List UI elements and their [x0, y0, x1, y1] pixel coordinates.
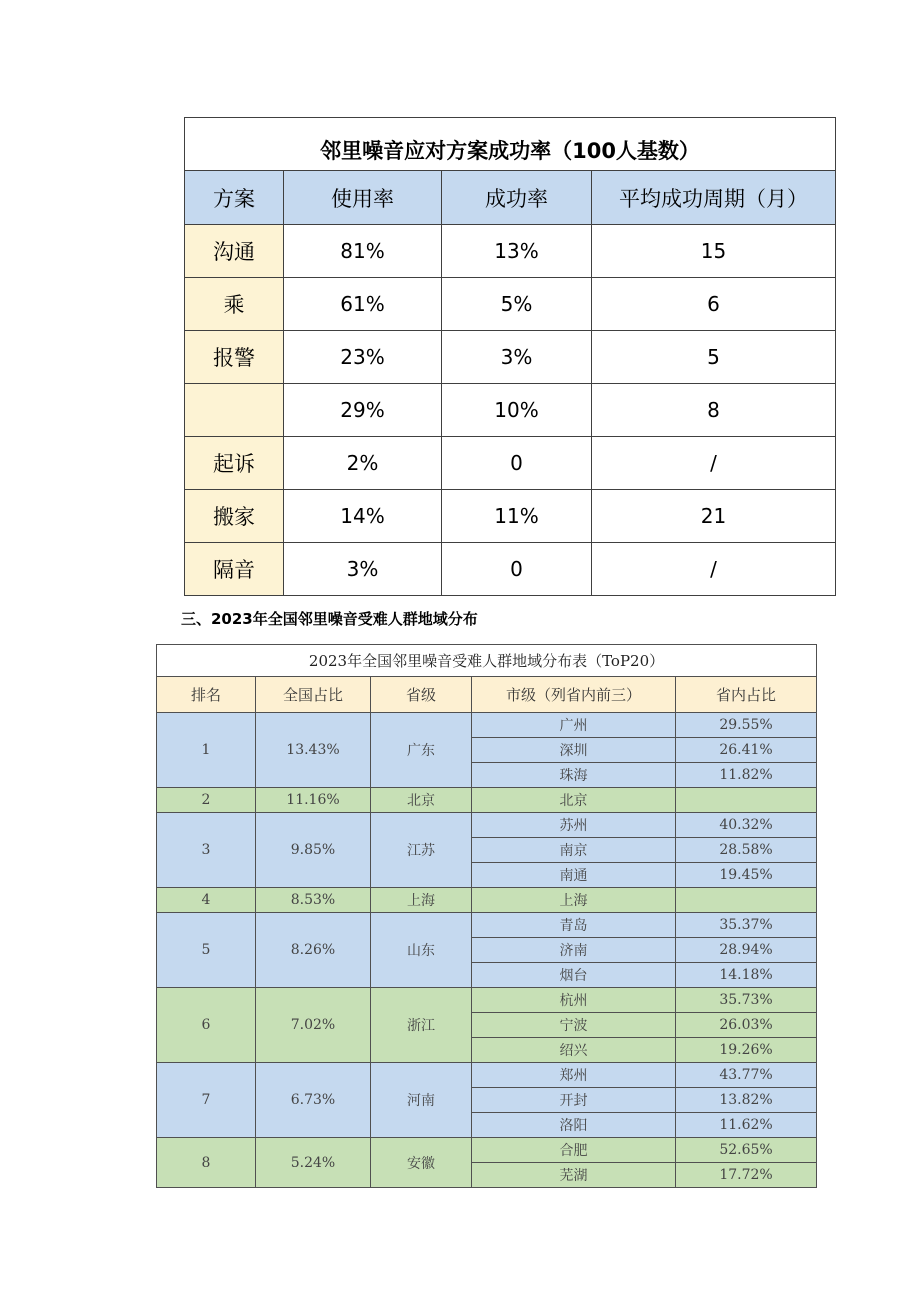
data-cell: 21 — [592, 490, 836, 543]
province-cell: 山东 — [371, 913, 472, 988]
national-share-cell: 11.16% — [256, 788, 371, 813]
province-cell: 安徽 — [371, 1138, 472, 1188]
region-distribution-table — [156, 644, 817, 1188]
data-cell: / — [592, 543, 836, 596]
province-cell: 北京 — [371, 788, 472, 813]
city-cell: 绍兴 — [472, 1038, 676, 1063]
data-cell: 23% — [284, 331, 442, 384]
city-cell: 广州 — [472, 713, 676, 738]
data-cell: 2% — [284, 437, 442, 490]
province-share-cell — [676, 788, 817, 813]
header-cell: 省级 — [371, 677, 472, 713]
table-row — [157, 988, 817, 1013]
section-heading: 三、2023年全国邻里噪音受难人群地域分布 — [181, 610, 478, 628]
data-cell: 5 — [592, 331, 836, 384]
header-cell: 排名 — [157, 677, 256, 713]
data-cell: 3% — [442, 331, 592, 384]
table-row — [157, 813, 817, 838]
data-cell: 10% — [442, 384, 592, 437]
rank-cell: 4 — [157, 888, 256, 913]
header-cell: 方案 — [185, 171, 284, 225]
province-share-cell — [676, 888, 817, 913]
province-share-cell: 52.65% — [676, 1138, 817, 1163]
province-share-cell: 35.37% — [676, 913, 817, 938]
solution-name-cell: 报警 — [185, 331, 284, 384]
city-cell: 珠海 — [472, 763, 676, 788]
header-cell: 成功率 — [442, 171, 592, 225]
province-share-cell: 26.03% — [676, 1013, 817, 1038]
region-distribution-table-title: 2023年全国邻里噪音受难人群地域分布表（ToP20） — [157, 645, 817, 677]
table-row — [185, 490, 836, 543]
table-row — [185, 543, 836, 596]
city-cell: 宁波 — [472, 1013, 676, 1038]
national-share-cell: 5.24% — [256, 1138, 371, 1188]
data-cell: 29% — [284, 384, 442, 437]
solution-name-cell: 沟通 — [185, 225, 284, 278]
header-cell: 市级（列省内前三） — [472, 677, 676, 713]
province-share-cell: 26.41% — [676, 738, 817, 763]
data-cell: 8 — [592, 384, 836, 437]
table-row — [185, 331, 836, 384]
table-row — [157, 888, 817, 913]
city-cell: 烟台 — [472, 963, 676, 988]
city-cell: 苏州 — [472, 813, 676, 838]
city-cell: 南通 — [472, 863, 676, 888]
data-cell: 5% — [442, 278, 592, 331]
city-cell: 郑州 — [472, 1063, 676, 1088]
solution-name-cell: 搬家 — [185, 490, 284, 543]
rank-cell: 6 — [157, 988, 256, 1063]
noise-solution-table-title: 邻里噪音应对方案成功率（100人基数） — [185, 118, 836, 171]
data-cell: 61% — [284, 278, 442, 331]
table-row — [157, 788, 817, 813]
header-cell: 使用率 — [284, 171, 442, 225]
city-cell: 济南 — [472, 938, 676, 963]
city-cell: 开封 — [472, 1088, 676, 1113]
national-share-cell: 7.02% — [256, 988, 371, 1063]
province-share-cell: 13.82% — [676, 1088, 817, 1113]
province-share-cell: 28.94% — [676, 938, 817, 963]
province-cell: 上海 — [371, 888, 472, 913]
city-cell: 南京 — [472, 838, 676, 863]
table-row — [185, 384, 836, 437]
data-cell: / — [592, 437, 836, 490]
table-row — [185, 225, 836, 278]
solution-name-cell: 隔音 — [185, 543, 284, 596]
data-cell: 3% — [284, 543, 442, 596]
table-row — [185, 278, 836, 331]
national-share-cell: 8.53% — [256, 888, 371, 913]
table-header-row — [185, 171, 836, 225]
city-cell: 芜湖 — [472, 1163, 676, 1188]
city-cell: 上海 — [472, 888, 676, 913]
province-cell: 河南 — [371, 1063, 472, 1138]
data-cell: 0 — [442, 437, 592, 490]
national-share-cell: 13.43% — [256, 713, 371, 788]
province-share-cell: 28.58% — [676, 838, 817, 863]
province-share-cell: 17.72% — [676, 1163, 817, 1188]
data-cell: 0 — [442, 543, 592, 596]
city-cell: 洛阳 — [472, 1113, 676, 1138]
header-cell: 全国占比 — [256, 677, 371, 713]
rank-cell: 3 — [157, 813, 256, 888]
data-cell: 14% — [284, 490, 442, 543]
rank-cell: 1 — [157, 713, 256, 788]
province-cell: 广东 — [371, 713, 472, 788]
province-share-cell: 19.26% — [676, 1038, 817, 1063]
solution-name-cell: 起诉 — [185, 437, 284, 490]
city-cell: 合肥 — [472, 1138, 676, 1163]
header-cell: 平均成功周期（月） — [592, 171, 836, 225]
solution-name-cell — [185, 384, 284, 437]
province-share-cell: 14.18% — [676, 963, 817, 988]
table-row — [157, 1063, 817, 1088]
province-share-cell: 11.62% — [676, 1113, 817, 1138]
rank-cell: 8 — [157, 1138, 256, 1188]
table-row — [185, 437, 836, 490]
solution-name-cell: 乘 — [185, 278, 284, 331]
table-row — [157, 913, 817, 938]
city-cell: 杭州 — [472, 988, 676, 1013]
province-share-cell: 43.77% — [676, 1063, 817, 1088]
province-cell: 浙江 — [371, 988, 472, 1063]
rank-cell: 7 — [157, 1063, 256, 1138]
data-cell: 6 — [592, 278, 836, 331]
data-cell: 81% — [284, 225, 442, 278]
data-cell: 13% — [442, 225, 592, 278]
province-share-cell: 29.55% — [676, 713, 817, 738]
table-row — [157, 1138, 817, 1163]
table-row — [157, 713, 817, 738]
province-share-cell: 19.45% — [676, 863, 817, 888]
rank-cell: 2 — [157, 788, 256, 813]
table-header-row — [157, 677, 817, 713]
national-share-cell: 9.85% — [256, 813, 371, 888]
city-cell: 北京 — [472, 788, 676, 813]
data-cell: 15 — [592, 225, 836, 278]
province-cell: 江苏 — [371, 813, 472, 888]
province-share-cell: 35.73% — [676, 988, 817, 1013]
noise-solution-table — [184, 117, 836, 596]
province-share-cell: 40.32% — [676, 813, 817, 838]
data-cell: 11% — [442, 490, 592, 543]
city-cell: 深圳 — [472, 738, 676, 763]
national-share-cell: 8.26% — [256, 913, 371, 988]
header-cell: 省内占比 — [676, 677, 817, 713]
national-share-cell: 6.73% — [256, 1063, 371, 1138]
province-share-cell: 11.82% — [676, 763, 817, 788]
city-cell: 青岛 — [472, 913, 676, 938]
rank-cell: 5 — [157, 913, 256, 988]
